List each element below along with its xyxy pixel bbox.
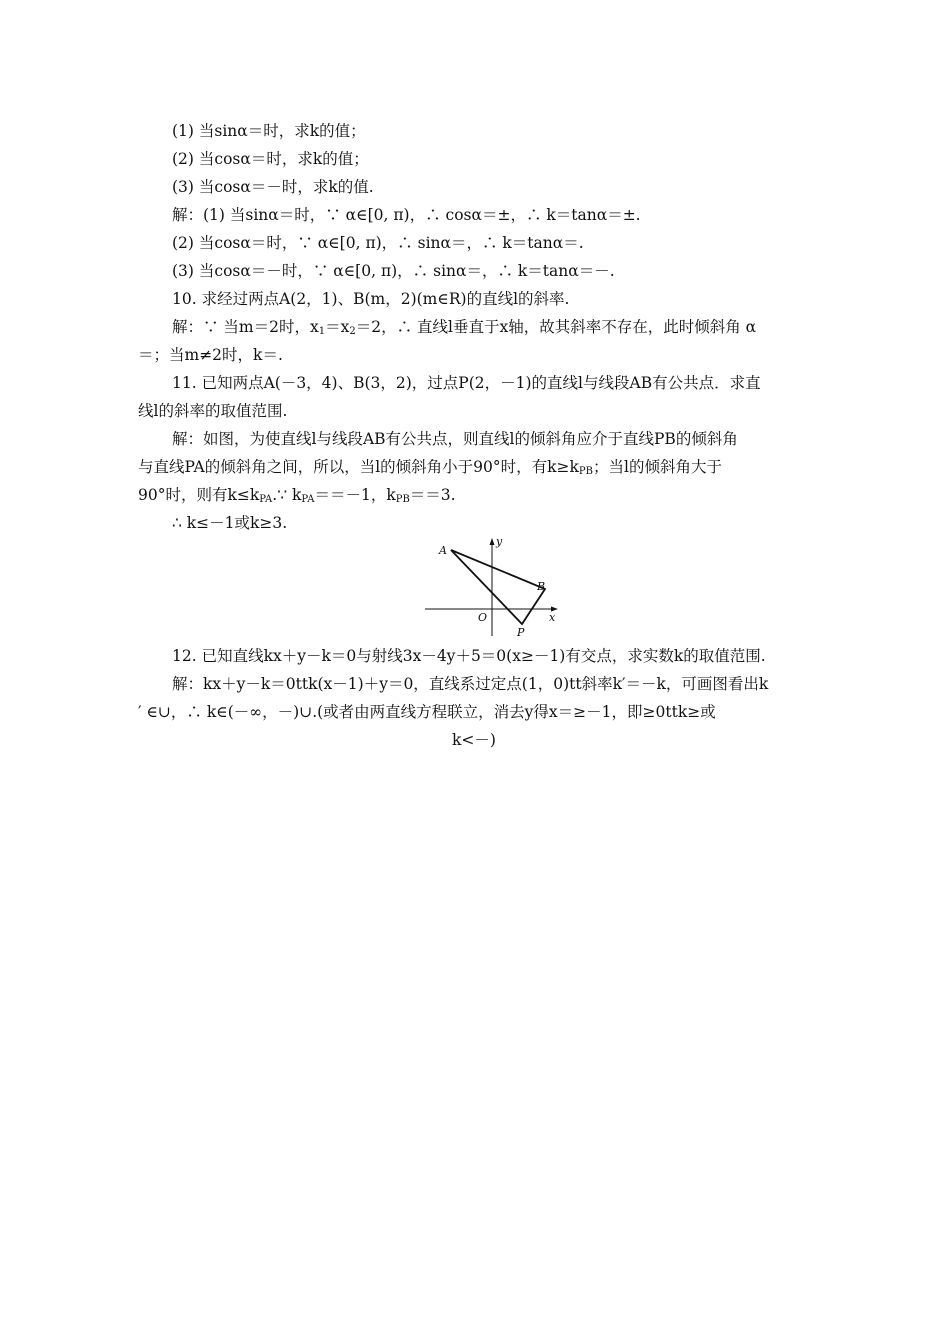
y-axis-arrow xyxy=(490,538,495,545)
solution-line-2: (2) 当cosα＝时，∵ α∈[0, π)，∴ sinα＝，∴ k＝tanα＝. xyxy=(172,234,584,252)
solution-12-line-3: k<－) xyxy=(452,731,496,749)
solution-12-line-1: 解：kx＋y－k＝0ttk(x－1)＋y＝0，直线系过定点(1，0)tt斜率k′＝－k，可画图看出k xyxy=(172,675,769,693)
label-o: O xyxy=(478,611,488,624)
coordinate-figure xyxy=(420,532,570,640)
label-a: A xyxy=(439,544,447,557)
label-b: B xyxy=(537,580,546,593)
text-line-1: (1) 当sinα＝时，求k的值； xyxy=(172,122,366,140)
solution-11-text-e: ＝＝－1，k xyxy=(314,486,396,504)
math-sub1: 1 xyxy=(318,326,326,337)
solution-10-text-b: ，∴ 直线l垂直于x轴，故其斜率不存在，此时倾斜角 α xyxy=(381,318,757,336)
sub-pa-1: PA xyxy=(259,494,273,505)
label-p: P xyxy=(517,626,525,639)
solution-10-line-1 xyxy=(0,314,950,345)
solution-11-line-1: 解：如图，为使直线l与线段AB有公共点，则直线l的倾斜角应介于直线PB的倾斜角 xyxy=(172,430,738,448)
solution-11-text-b: ；当l的倾斜角大于 xyxy=(592,458,722,476)
text-line-2: (2) 当cosα＝时，求k的值； xyxy=(172,150,369,168)
math-eq2: ＝2 xyxy=(355,318,382,336)
sub-pb-1: PB xyxy=(578,466,593,477)
triangle-abp xyxy=(451,550,545,624)
solution-11-conclusion: ∴ k≤－1或k≥3. xyxy=(172,514,288,532)
figure-svg xyxy=(420,532,570,640)
solution-10-line-2: ＝；当m≠2时，k＝. xyxy=(138,346,283,364)
solution-10-text-a: 解：∵ 当m＝2时， xyxy=(172,318,310,336)
problem-12: 12. 已知直线kx＋y－k＝0与射线3x－4y＋5＝0(x≥－1)有交点，求实数k的取值范围. xyxy=(172,647,766,665)
text-line-3: (3) 当cosα＝－时，求k的值. xyxy=(172,178,374,196)
solution-11-text-d: .∵ k xyxy=(272,486,302,504)
solution-11-text-c: 90°时，则有k≤k xyxy=(138,486,260,504)
problem-11-line-2: 线l的斜率的取值范围. xyxy=(138,402,288,420)
problem-10: 10. 求经过两点A(2，1)、B(m，2)(m∈R)的直线l的斜率. xyxy=(172,290,570,308)
solution-11-line-2 xyxy=(0,454,950,485)
math-x1: x xyxy=(310,318,319,336)
sub-pa-2: PA xyxy=(301,494,315,505)
solution-12-line-2: ′ ∈∪，∴ k∈(－∞，－)∪.(或者由两直线方程联立，消去y得x＝≥－1，即≥0ttk≥或 xyxy=(138,703,716,721)
label-y: y xyxy=(496,535,503,548)
solution-11-line-3 xyxy=(0,482,950,513)
solution-line-3: (3) 当cosα＝－时，∵ α∈[0, π)，∴ sinα＝，∴ k＝tanα＝－. xyxy=(172,262,615,280)
solution-11-text-f: ＝＝3. xyxy=(409,486,456,504)
solution-11-text-a: 与直线PA的倾斜角之间，所以，当l的倾斜角小于90°时，有k≥k xyxy=(138,458,579,476)
math-eq: ＝x xyxy=(325,318,350,336)
math-sub2: 2 xyxy=(349,326,356,337)
solution-line-1: 解：(1) 当sinα＝时，∵ α∈[0, π)，∴ cosα＝±，∴ k＝tanα＝±. xyxy=(172,206,641,224)
sub-pb-2: PB xyxy=(395,494,410,505)
label-x: x xyxy=(549,611,556,624)
problem-11-line-1: 11. 已知两点A(－3，4)、B(3，2)，过点P(2，－1)的直线l与线段AB有公共点．求直 xyxy=(172,374,761,392)
